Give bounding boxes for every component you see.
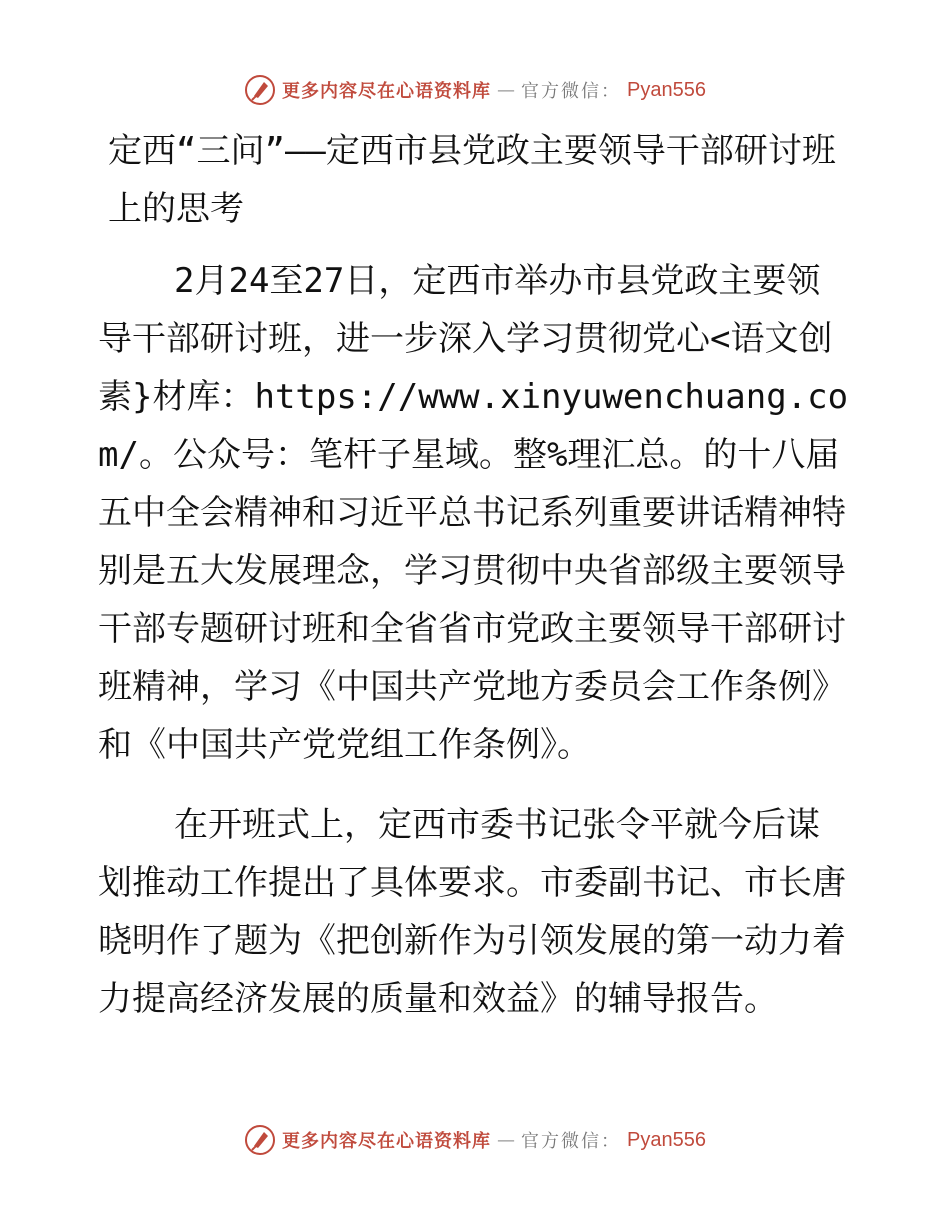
footer-banner-text: 更多内容尽在心语资料库 xyxy=(282,1131,492,1152)
paragraph-1: 2月24至27日，定西市举办市县党政主要领导干部研讨班，进一步深入学习贯彻党心<语文创素}材库：https://www.xinyuwenchuang.com/。公众号：笔杆子星域。整%理汇总。的十八届五中全会精神和习近平总书记系列重要讲话精神特别是五大发展理念，学习贯彻中央省部级主要领导干部专题研讨班和全省省市党政主要领导干部研讨班精神，学习《中国共产党地方委员会工作条例》和《中国共产党党组工作条例》。 xyxy=(98,261,849,765)
banner-text: 更多内容尽在心语资料库 xyxy=(282,81,492,102)
footer-banner-separator: — xyxy=(497,1129,516,1151)
document-body xyxy=(98,122,850,1028)
banner-separator: — xyxy=(497,79,516,101)
pen-nib-icon xyxy=(244,74,276,106)
pen-nib-icon xyxy=(244,1124,276,1156)
footer-banner xyxy=(0,1120,950,1160)
footer-banner-wechat-id: Pyan556 xyxy=(627,1128,706,1151)
banner-wechat-label: 官方微信： xyxy=(521,81,622,102)
header-banner xyxy=(0,70,950,110)
banner-wechat-id: Pyan556 xyxy=(627,78,706,101)
footer-banner-wechat-label: 官方微信： xyxy=(521,1131,622,1152)
document-title: 定西“三问”——定西市县党政主要领导干部研讨班上的思考 xyxy=(108,131,836,229)
paragraph-2: 在开班式上，定西市委书记张令平就今后谋划推动工作提出了具体要求。市委副书记、市长唐晓明作了题为《把创新作为引领发展的第一动力着力提高经济发展的质量和效益》的辅导报告。 xyxy=(98,805,846,1019)
